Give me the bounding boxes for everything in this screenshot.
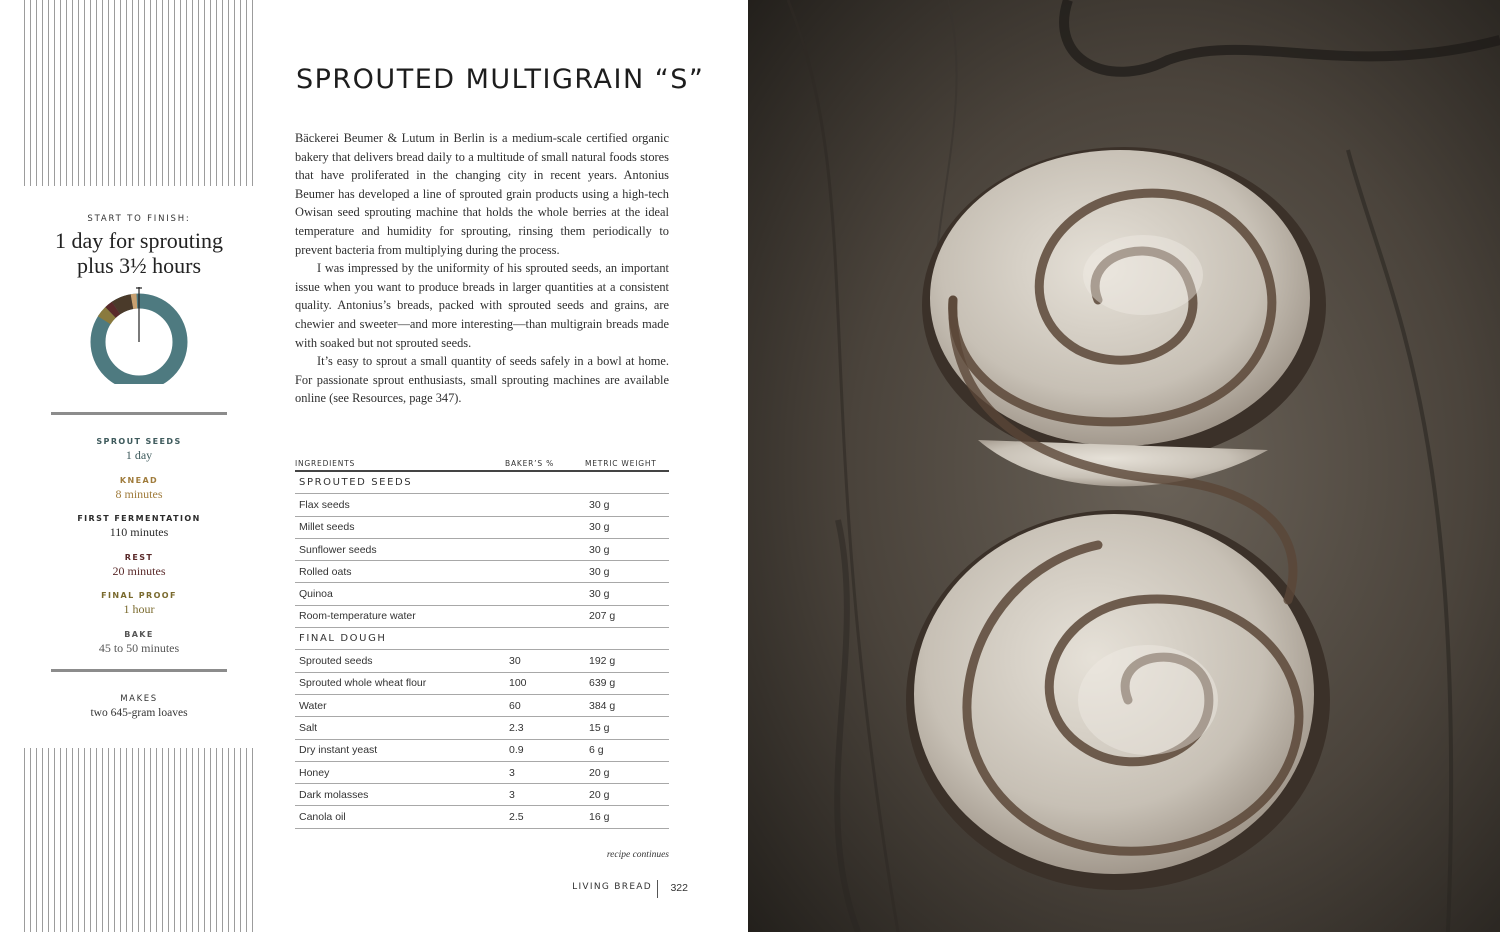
recipe-title: SPROUTED MULTIGRAIN “S”: [296, 64, 705, 95]
table-row: [295, 561, 669, 583]
decorative-stripes-top: [24, 0, 254, 186]
table-row: [295, 672, 669, 694]
intro-paragraph: I was impressed by the uniformity of his sprouted seeds, an important issue when you want to produce breads in larger quantities at a consistent quality. Antonius’s breads, packed with sprouted seeds and grains, are chewier and sweeter—and more interesting—than multigrain breads made with soaked but not sprouted seeds.: [295, 261, 669, 350]
metric-weight: 16 g: [585, 806, 669, 828]
metric-weight: 384 g: [585, 694, 669, 716]
footer-separator: [657, 880, 658, 898]
metric-weight: 30 g: [585, 494, 669, 516]
step-label: KNEAD: [119, 475, 159, 485]
section-name: SPROUTED SEEDS: [295, 471, 669, 494]
ingredient-name: Sunflower seeds: [295, 538, 505, 560]
bakers-percent: 3: [505, 761, 585, 783]
ingredient-name: Quinoa: [295, 583, 505, 605]
step-label: BAKE: [124, 629, 154, 639]
decorative-stripes-bottom: [24, 748, 254, 932]
timeline-donut-chart: [90, 286, 188, 384]
table-row: [295, 717, 669, 739]
metric-weight: 30 g: [585, 561, 669, 583]
step-label: FIRST FERMENTATION: [77, 514, 201, 524]
bakers-percent: 60: [505, 694, 585, 716]
recipe-continues-note: recipe continues: [606, 850, 669, 860]
bakers-percent: [505, 605, 585, 627]
start-to-finish-line2: plus 3½ hours: [76, 253, 202, 278]
timeline-steps: [24, 436, 254, 668]
bakers-percent: [505, 538, 585, 560]
ingredient-name: Dry instant yeast: [295, 739, 505, 761]
table-header-row: [295, 456, 669, 471]
step-value: 20 minutes: [112, 563, 166, 578]
bakers-percent: 2.3: [505, 717, 585, 739]
bakers-percent: 100: [505, 672, 585, 694]
donut-segment-proof: [104, 313, 110, 321]
ingredient-name: Dark molasses: [295, 784, 505, 806]
header-ingredients: INGREDIENTS: [295, 456, 505, 471]
bakers-percent: [505, 583, 585, 605]
makes-yield: [24, 693, 254, 721]
table-row: [295, 806, 669, 828]
ingredient-name: Salt: [295, 717, 505, 739]
metric-weight: 30 g: [585, 583, 669, 605]
metric-weight: 15 g: [585, 717, 669, 739]
bakers-percent: [505, 561, 585, 583]
makes-value: two 645-gram loaves: [90, 707, 188, 719]
bakers-percent: 0.9: [505, 739, 585, 761]
step-rest: [24, 552, 254, 591]
section-name: FINAL DOUGH: [295, 628, 669, 650]
table-row: [295, 494, 669, 516]
ingredient-name: Room-temperature water: [295, 605, 505, 627]
table-row: [295, 538, 669, 560]
step-label: SPROUT SEEDS: [96, 437, 182, 446]
bread-photo: [748, 0, 1500, 932]
step-value: 45 to 50 minutes: [98, 640, 180, 655]
step-sprout-seeds: [24, 436, 254, 475]
table-row: [295, 694, 669, 716]
step-first-fermentation: [24, 513, 254, 552]
step-label: REST: [124, 552, 154, 562]
step-knead: [24, 475, 254, 514]
ingredient-name: Honey: [295, 761, 505, 783]
step-label: FINAL PROOF: [101, 591, 177, 601]
bakers-percent: [505, 516, 585, 538]
bakers-percent: [505, 494, 585, 516]
metric-weight: 192 g: [585, 650, 669, 672]
metric-weight: 207 g: [585, 605, 669, 627]
start-to-finish-line1: 1 day for sprouting: [54, 228, 224, 253]
ingredient-name: Water: [295, 694, 505, 716]
table-row: [295, 739, 669, 761]
ingredients-table: [295, 456, 669, 829]
recipe-timeline-sidebar: [24, 186, 254, 748]
metric-weight: 30 g: [585, 538, 669, 560]
donut-segment-ferment: [116, 302, 132, 308]
table-row: [295, 761, 669, 783]
table-row: [295, 583, 669, 605]
ingredient-name: Millet seeds: [295, 516, 505, 538]
bread-illustration: [748, 0, 1500, 932]
ingredient-name: Flax seeds: [295, 494, 505, 516]
table-row: [295, 605, 669, 627]
table-row: [295, 784, 669, 806]
metric-weight: 30 g: [585, 516, 669, 538]
ingredient-name: Canola oil: [295, 806, 505, 828]
step-value: 1 day: [125, 448, 153, 462]
metric-weight: 20 g: [585, 761, 669, 783]
metric-weight: 639 g: [585, 672, 669, 694]
step-value: 8 minutes: [115, 486, 163, 501]
header-bakers-percent: BAKER’S %: [505, 456, 585, 471]
intro-paragraph: It’s easy to sprout a small quantity of seeds safely in a bowl at home. For passionate sprout enthusiasts, small sprouting machines are available online (see Resources, page 347).: [295, 354, 669, 406]
step-value: 110 minutes: [109, 525, 169, 540]
running-head: LIVING BREAD: [572, 882, 652, 892]
ingredient-name: Rolled oats: [295, 561, 505, 583]
bakers-percent: 30: [505, 650, 585, 672]
recipe-intro-text: [295, 129, 669, 408]
bakers-percent: 3: [505, 784, 585, 806]
table-row: [295, 650, 669, 672]
table-section-row: [295, 628, 669, 650]
table-row: [295, 516, 669, 538]
ingredient-name: Sprouted seeds: [295, 650, 505, 672]
donut-segment-rest: [111, 308, 117, 312]
table-section-row: [295, 471, 669, 494]
sidebar-divider-bottom: [51, 669, 227, 672]
metric-weight: 20 g: [585, 784, 669, 806]
header-metric-weight: METRIC WEIGHT: [585, 456, 669, 471]
ingredient-name: Sprouted whole wheat flour: [295, 672, 505, 694]
start-to-finish-label: START TO FINISH:: [87, 214, 191, 224]
start-to-finish-value: [24, 228, 254, 278]
donut-segment-knead: [132, 301, 137, 302]
page-number: 322: [670, 882, 688, 894]
intro-paragraph: Bäckerei Beumer & Lutum in Berlin is a medium-scale certified organic bakery that delivers bread daily to a multitude of small natural foods stores that have proliferated in the changing city in recent years. Antonius Beumer has developed a line of sprouted grain products using a high-tech Owisan seed sprouting machine that holds the whole berries at the ideal temperature and humidity for sprouting, rinsing them periodically to prevent bacteria from multiplying during the process.: [295, 131, 669, 257]
page-footer: [560, 880, 688, 896]
metric-weight: 6 g: [585, 739, 669, 761]
step-value: 1 hour: [123, 602, 155, 617]
step-final-proof: [24, 590, 254, 629]
sidebar-divider-top: [51, 412, 227, 415]
step-bake: [24, 629, 254, 668]
bakers-percent: 2.5: [505, 806, 585, 828]
makes-label: MAKES: [120, 694, 158, 704]
